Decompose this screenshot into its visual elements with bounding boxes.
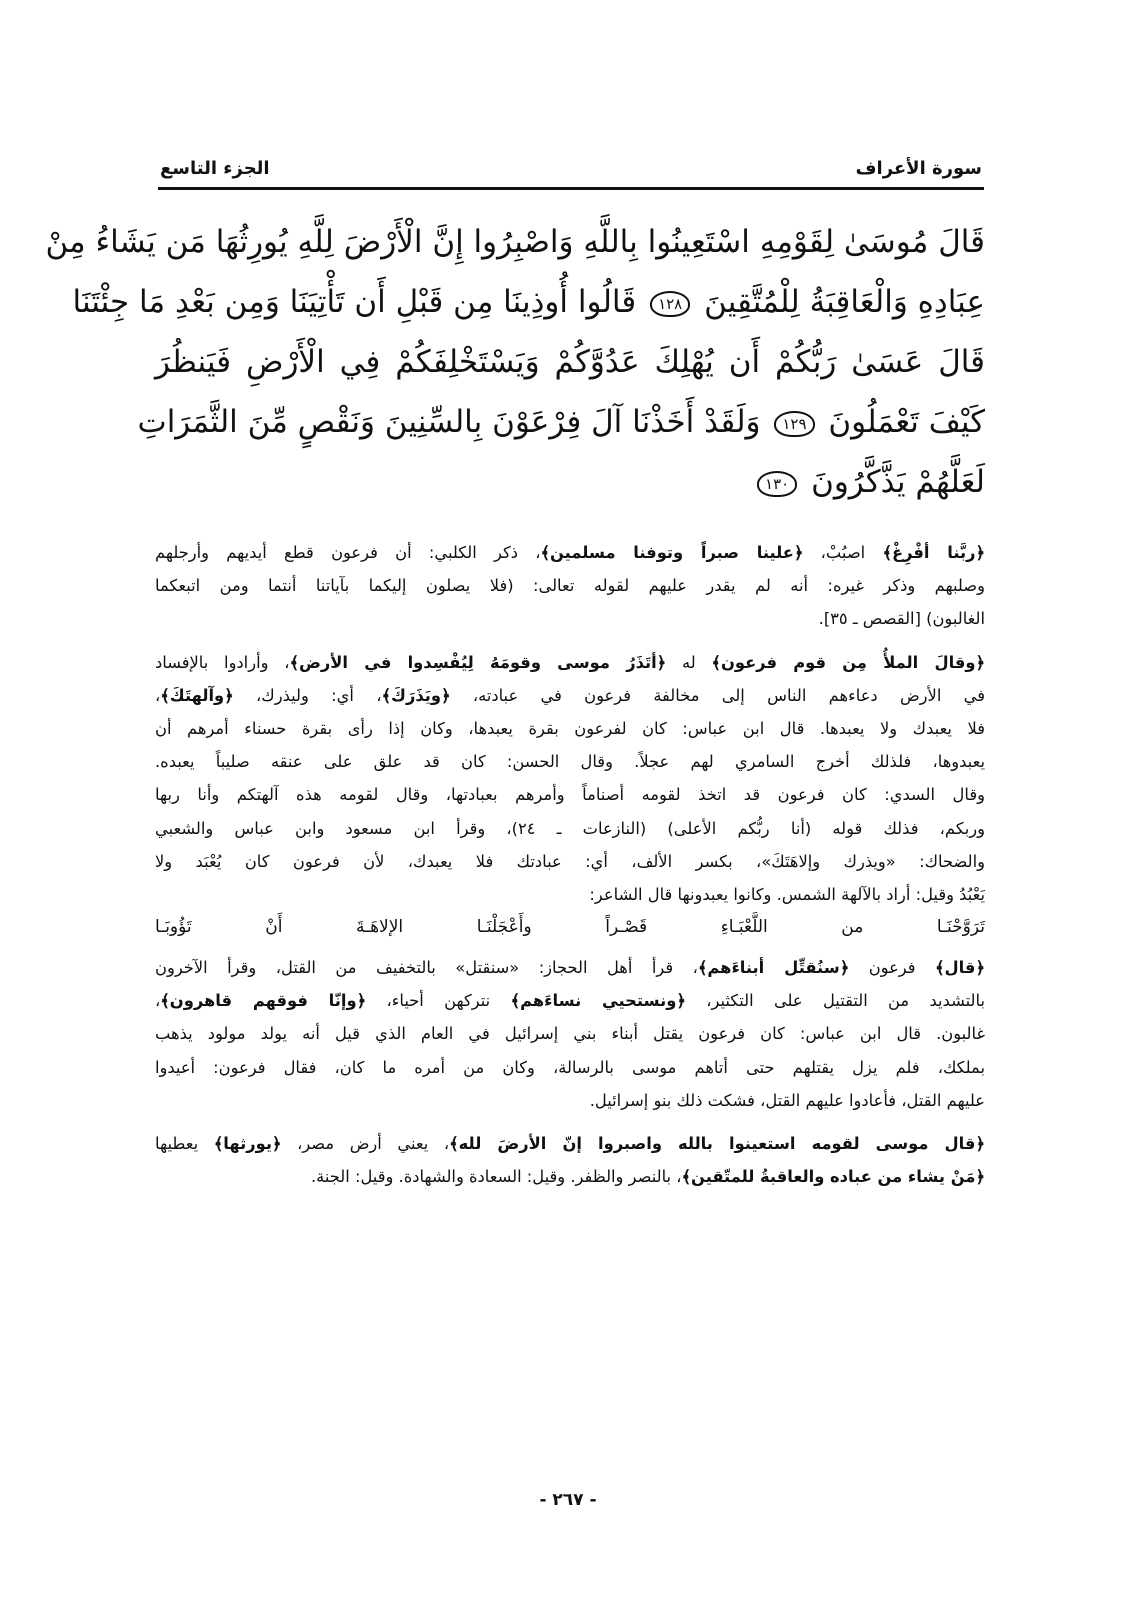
commentary-paragraph-1 bbox=[155, 536, 985, 636]
quran-text-block bbox=[45, 212, 985, 512]
poem-word: اللَّعْبَـاءِ bbox=[720, 917, 768, 938]
page-number: - ٢٦٧ - bbox=[539, 1490, 597, 1510]
quoted-verse-phrase: ﴿ويَذَرَكَ﴾ bbox=[381, 685, 451, 705]
quoted-verse-phrase: ﴿وإنّا فوقهم قاهرون﴾ bbox=[160, 991, 367, 1011]
text-line: وربكم، فذلك قوله (أنا ربُّكم الأعلى) (النازعات ـ ٢٤)، وقرأ ابن مسعود وابن عباس والشعبي bbox=[155, 818, 985, 838]
quran-verse-text: قَالَ مُوسَىٰ لِقَوْمِهِ اسْتَعِينُوا بِاللَّهِ وَاصْبِرُوا إِنَّ الْأَرْضَ لِلَّهِ يُورِثُهَا مَن يَشَاءُ مِنْ bbox=[45, 224, 985, 260]
poetry-verse bbox=[155, 911, 985, 941]
quoted-verse-phrase: ﴿ونستحيي نساءَهم﴾ bbox=[510, 991, 686, 1011]
ayah-number-marker: ١٢٨ bbox=[650, 291, 690, 317]
text-line: ﴿وقالَ الملأُ مِن قوم فرعون﴾ له ﴿أتَذَرُ موسى وقومَهُ لِيُفْسِدوا في الأرض﴾، وأرادوا بالإفساد bbox=[155, 652, 986, 672]
text-line: والضحاك: «ويذرك وإلاهَتَكَ»، بكسر الألف، أي: عبادتك فلا يعبدك، لأن فرعون كان يُعْبَد ولا bbox=[155, 851, 985, 871]
text-line: ﴿قال﴾ فرعون ﴿سنُقتِّل أبناءَهم﴾، قرأ أهل الحجاز: «سنقتل» بالتخفيف من القتل، وقرأ الآخرون bbox=[155, 958, 985, 978]
text-line: وقال السدي: كان فرعون قد اتخذ لقومه أصناماً وأمرهم بعبادتها، وقال لقومه هذه آلهتكم وأنا ربها bbox=[155, 785, 985, 805]
quran-verse-text: وَلَقَدْ أَخَذْنَا آلَ فِرْعَوْنَ بِالسِّنِينَ وَنَقْصٍ مِّنَ الثَّمَرَاتِ bbox=[137, 404, 761, 440]
ayah-number-marker: ١٢٩ bbox=[774, 411, 814, 437]
quran-line bbox=[45, 212, 985, 272]
quran-line bbox=[72, 272, 985, 332]
header-rule bbox=[158, 187, 984, 190]
quoted-verse-phrase: ﴿سنُقتِّل أبناءَهم﴾ bbox=[697, 958, 850, 978]
quran-verse-text: عِبَادِهِ وَالْعَاقِبَةُ لِلْمُتَّقِينَ bbox=[704, 284, 985, 320]
commentary-paragraph-2 bbox=[155, 646, 985, 942]
text-line: ﴿قال موسى لقومه استعينوا بالله واصبروا إنّ الأرضَ لله﴾، يعني أرض مصر، ﴿يورثها﴾ يعطيها bbox=[155, 1134, 985, 1153]
poem-word: الإلاهَـةَ bbox=[355, 917, 404, 938]
poem-word: قَصْـراً bbox=[605, 917, 648, 938]
text-line: عليهم القتل، فأعادوا عليهم القتل، فشكت ذلك بنو إسرائيل. bbox=[589, 1090, 985, 1110]
poem-word: تَؤُوبَـا bbox=[155, 917, 192, 938]
quran-line bbox=[155, 332, 985, 392]
quoted-verse-phrase: ﴿وقالَ الملأُ مِن قوم فرعون﴾ bbox=[711, 652, 986, 672]
quran-verse-text: كَيْفَ تَعْمَلُونَ bbox=[828, 404, 985, 440]
quoted-verse-phrase: ﴿قال موسى لقومه استعينوا بالله واصبروا إنّ الأرضَ لله﴾ bbox=[449, 1134, 985, 1153]
commentary-block bbox=[155, 536, 985, 1203]
text-line: ﴿مَنْ يشاء من عباده والعاقبةُ للمتّقين﴾، بالنصر والظفر. وقيل: السعادة والشهادة. وقيل: الجنة. bbox=[310, 1167, 985, 1187]
poem-word: وأَعْجَلْنَـا bbox=[476, 917, 532, 938]
text-line: غالبون. قال ابن عباس: كان فرعون يقتل أبناء بني إسرائيل في العام الذي قيل أنه يولد مولود يذهب bbox=[155, 1024, 985, 1044]
text-line: يَعْبُدُ وقيل: أراد بالآلهة الشمس. وكانوا يعبدونها قال الشاعر: bbox=[589, 884, 985, 904]
quoted-verse-phrase: ﴿علينا صبراً وتوفنا مسلمين﴾ bbox=[540, 543, 804, 562]
text-line: بالتشديد من التقتيل على التكثير، ﴿ونستحيي نساءَهم﴾ نتركهن أحياء، ﴿وإنّا فوقهم قاهرون﴾، bbox=[155, 991, 985, 1011]
quran-line bbox=[155, 452, 985, 512]
text-line: فلا يعبدك ولا يعبدها. قال ابن عباس: كان لفرعون بقرة يعبدها، وكان إذا رأى بقرة حسناء أمرهم أن bbox=[155, 718, 985, 738]
quran-line bbox=[137, 392, 985, 452]
quoted-verse-phrase: ﴿مَنْ يشاء من عباده والعاقبةُ للمتّقين﴾ bbox=[681, 1167, 985, 1187]
quoted-verse-phrase: ﴿ربَّنا أفْرِغْ﴾ bbox=[882, 543, 985, 562]
juz-title: الجزء التاسع bbox=[160, 157, 270, 179]
quoted-verse-phrase: ﴿يورثها﴾ bbox=[213, 1134, 282, 1153]
text-line: الغالبون) [القصص ـ ٣٥]. bbox=[818, 609, 985, 629]
page-header bbox=[160, 150, 982, 186]
poem-word: أَنْ bbox=[265, 917, 283, 938]
quran-verse-text: قَالَ عَسَىٰ رَبُّكُمْ أَن يُهْلِكَ عَدُوَّكُمْ وَيَسْتَخْلِفَكُمْ فِي الْأَرْضِ فَيَنظُرَ bbox=[155, 344, 985, 380]
quran-verse-text: قَالُوا أُوذِينَا مِن قَبْلِ أَن تَأْتِيَنَا وَمِن بَعْدِ مَا جِئْتَنَا bbox=[72, 284, 637, 320]
text-line: ﴿ربَّنا أفْرِغْ﴾ اصبُبْ، ﴿علينا صبراً وتوفنا مسلمين﴾، ذكر الكلبي: أن فرعون قطع أيديهم وأرجلهم bbox=[155, 543, 985, 562]
commentary-paragraph-3 bbox=[155, 951, 985, 1117]
quoted-verse-phrase: ﴿أتَذَرُ موسى وقومَهُ لِيُفْسِدوا في الأرض﴾ bbox=[289, 652, 667, 672]
ayah-number-marker: ١٣٠ bbox=[757, 471, 797, 497]
quoted-verse-phrase: ﴿وآلهتَكَ﴾ bbox=[160, 685, 234, 705]
poem-word: من bbox=[841, 917, 864, 938]
commentary-paragraph-4 bbox=[155, 1127, 985, 1193]
text-line: وصلبهم وذكر غيره: أنه لم يقدر عليهم لقوله تعالى: (فلا يصلون إليكما بآياتنا أنتما ومن اتبعكما bbox=[155, 576, 985, 596]
surah-title: سورة الأعراف bbox=[855, 157, 982, 179]
text-line: في الأرض دعاءهم الناس إلى مخالفة فرعون في عبادته، ﴿ويَذَرَكَ﴾، أي: وليذرك، ﴿وآلهتَكَ﴾، bbox=[155, 685, 986, 705]
quran-verse-text: لَعَلَّهُمْ يَذَّكَّرُونَ bbox=[811, 464, 985, 500]
text-line: يعبدوها، فلذلك أخرج السامري لهم عجلاً. وقال الحسن: كان قد علق على عنقه صليباً يعبده. bbox=[155, 752, 985, 772]
poem-word: تَرَوَّحْنَـا bbox=[936, 917, 985, 938]
quoted-verse-phrase: ﴿قال﴾ bbox=[935, 958, 985, 978]
text-line: بملكك، فلم يزل يقتلهم حتى أتاهم موسى بالرسالة، وكان من أمره ما كان، فقال فرعون: أعيدوا bbox=[155, 1057, 985, 1077]
